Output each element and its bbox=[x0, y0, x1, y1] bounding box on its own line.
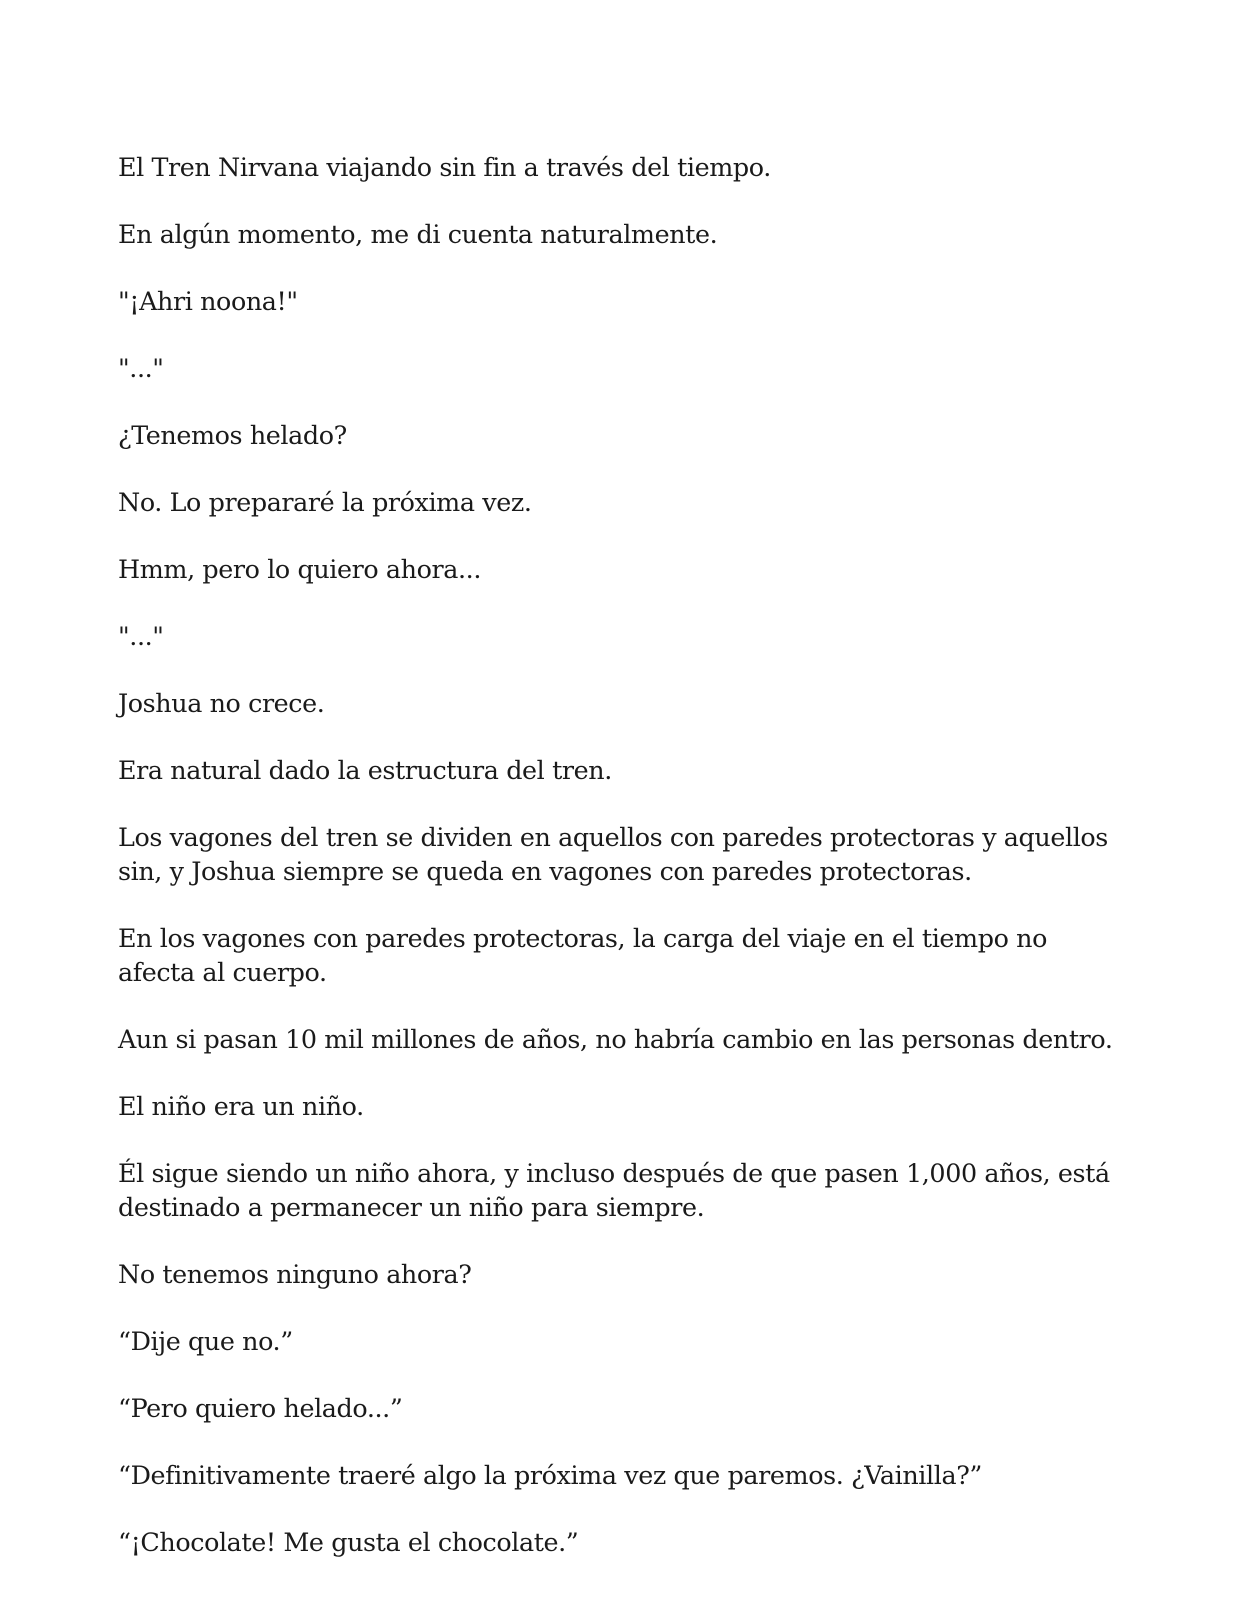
paragraph: “Pero quiero helado...” bbox=[118, 1393, 403, 1423]
paragraph: “Dije que no.” bbox=[118, 1326, 293, 1356]
paragraph: En los vagones con paredes protectoras, la carga del viaje en el tiempo no afecta al cuerpo. bbox=[118, 923, 1047, 987]
paragraph: No. Lo prepararé la próxima vez. bbox=[118, 487, 532, 517]
document-body bbox=[118, 150, 1128, 1592]
paragraph: Era natural dado la estructura del tren. bbox=[118, 755, 612, 785]
paragraph: Hmm, pero lo quiero ahora... bbox=[118, 554, 482, 584]
paragraph: Él sigue siendo un niño ahora, y incluso después de que pasen 1,000 años, está destinado a permanecer un niño para siempre. bbox=[118, 1158, 1110, 1222]
paragraph: "¡Ahri noona!" bbox=[118, 286, 298, 316]
paragraph: Los vagones del tren se dividen en aquellos con paredes protectoras y aquellos sin, y Joshua siempre se queda en vagones con paredes protectoras. bbox=[118, 822, 1108, 886]
paragraph: En algún momento, me di cuenta naturalmente. bbox=[118, 219, 718, 249]
paragraph: Joshua no crece. bbox=[118, 688, 325, 718]
paragraph: Aun si pasan 10 mil millones de años, no habría cambio en las personas dentro. bbox=[118, 1024, 1113, 1054]
paragraph: “¡Chocolate! Me gusta el chocolate.” bbox=[118, 1527, 579, 1557]
paragraph: El Tren Nirvana viajando sin fin a través del tiempo. bbox=[118, 152, 771, 182]
paragraph: "..." bbox=[118, 353, 164, 383]
paragraph: El niño era un niño. bbox=[118, 1091, 364, 1121]
paragraph: “Definitivamente traeré algo la próxima vez que paremos. ¿Vainilla?” bbox=[118, 1460, 982, 1490]
paragraph: ¿Tenemos helado? bbox=[118, 420, 347, 450]
paragraph: No tenemos ninguno ahora? bbox=[118, 1259, 472, 1289]
paragraph: "..." bbox=[118, 621, 164, 651]
